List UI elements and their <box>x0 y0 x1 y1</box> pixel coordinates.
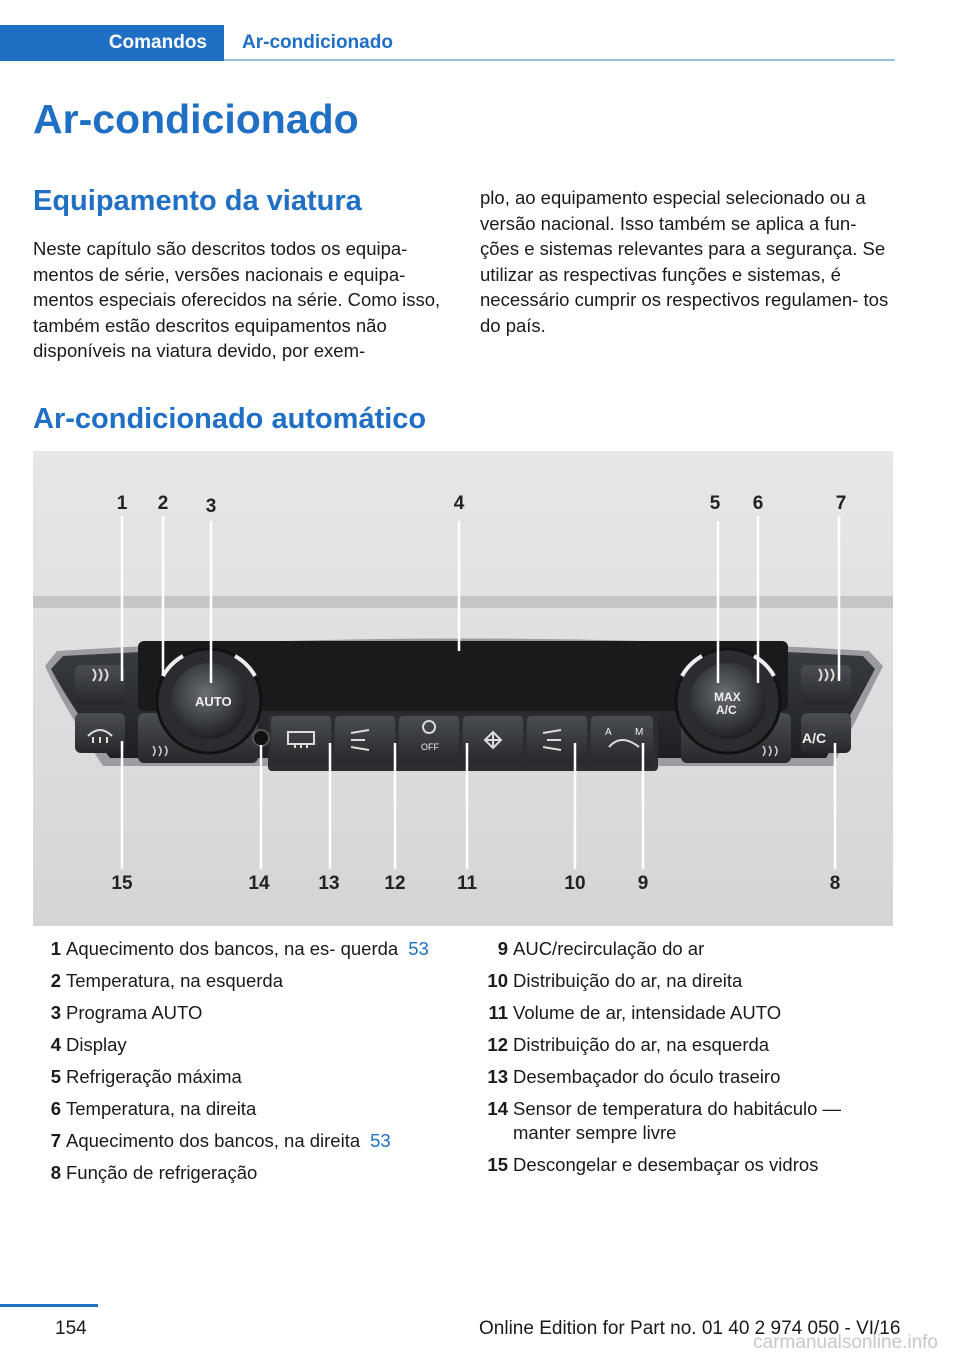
page-title: Ar-condicionado <box>33 96 359 142</box>
list-item: 10 Distribuição do ar, na direita <box>487 970 743 991</box>
callout-1: 1 <box>116 493 128 514</box>
list-item: 6 Temperatura, na direita <box>50 1098 257 1119</box>
list-item: 9 AUC/recirculação do ar <box>497 938 705 959</box>
list-item: 11 Volume de ar, intensidade AUTO <box>488 1002 782 1023</box>
callout-6: 6 <box>752 493 764 514</box>
auto-button-label: AUTO <box>195 694 232 709</box>
callout-7: 7 <box>835 493 847 514</box>
climate-control-figure <box>33 451 893 926</box>
callout-15: 15 <box>111 873 133 894</box>
tab-ar-condicionado[interactable]: Ar-condicionado <box>224 25 895 61</box>
auc-m-label: M <box>635 727 644 738</box>
paragraph-col2: plo, ao equipamento especial selecionado ou a versão nacional. Isso também se aplica a fun- ções e sistemas relevantes para a segurança. Se utilizar as respectivas funções e sistemas, é necessário cumprir os respectivos regulamen- tos do país. <box>480 187 889 336</box>
page-number: 154 <box>55 1318 87 1339</box>
list-item: 7 Aquecimento dos bancos, na direita 53 <box>50 1130 391 1151</box>
legend-list-left <box>33 937 453 1193</box>
ac-button-label: A/C <box>802 730 827 746</box>
list-item: 13 Desembaçador do óculo traseiro <box>487 1066 781 1087</box>
callout-8: 8 <box>829 873 841 894</box>
section-heading-ar-automatico: Ar-condicionado automático <box>33 403 427 435</box>
list-item: 2 Temperatura, na esquerda <box>50 970 283 991</box>
watermark: carmanualsonline.info <box>753 1332 938 1353</box>
paragraph-col1: Neste capítulo são descritos todos os equipa- mentos de série, versões nacionais e equipa- mentos especiais oferecidos na série. Como isso, também estão descritos equipamentos não disponíveis na viatura devido, por exem- <box>33 238 441 361</box>
fan-off-label: OFF <box>421 742 439 752</box>
max-ac-label: A/C <box>716 703 737 717</box>
edition-footer: Online Edition for Part no. 01 40 2 974 050 - VI/16 <box>479 1318 901 1339</box>
header-tab-bar <box>0 25 895 61</box>
max-label: MAX <box>714 690 741 704</box>
callout-3: 3 <box>205 496 217 517</box>
callout-10: 10 <box>564 873 586 894</box>
climate-panel-illustration <box>33 451 893 926</box>
list-item: 1 Aquecimento dos bancos, na es- querda 53 <box>50 938 429 959</box>
section-heading-equipamento: Equipamento da viatura <box>33 185 362 217</box>
callout-11: 11 <box>456 873 478 894</box>
list-item: 3 Programa AUTO <box>50 1002 203 1023</box>
list-item: 14 Sensor de temperatura do habitáculo — manter sempre livre <box>487 1098 842 1143</box>
callout-12: 12 <box>384 873 406 894</box>
tab-comandos[interactable]: Comandos <box>0 25 224 61</box>
callout-14: 14 <box>248 873 270 894</box>
callout-2: 2 <box>157 493 169 514</box>
legend-list-right <box>480 937 900 1185</box>
list-item: 15 Descongelar e desembaçar os vidros <box>487 1154 819 1175</box>
list-item: 8 Função de refrigeração <box>50 1162 258 1183</box>
callout-13: 13 <box>318 873 340 894</box>
callout-5: 5 <box>709 493 721 514</box>
auc-a-label: A <box>605 727 612 738</box>
list-item: 12 Distribuição do ar, na esquerda <box>487 1034 770 1055</box>
page-reference-link[interactable]: 53 <box>408 938 429 959</box>
callout-9: 9 <box>637 873 649 894</box>
callout-4: 4 <box>453 493 465 514</box>
list-item: 5 Refrigeração máxima <box>50 1066 242 1087</box>
list-item: 4 Display <box>50 1034 127 1055</box>
footer-rule <box>0 1304 98 1307</box>
page-reference-link[interactable]: 53 <box>370 1130 391 1151</box>
